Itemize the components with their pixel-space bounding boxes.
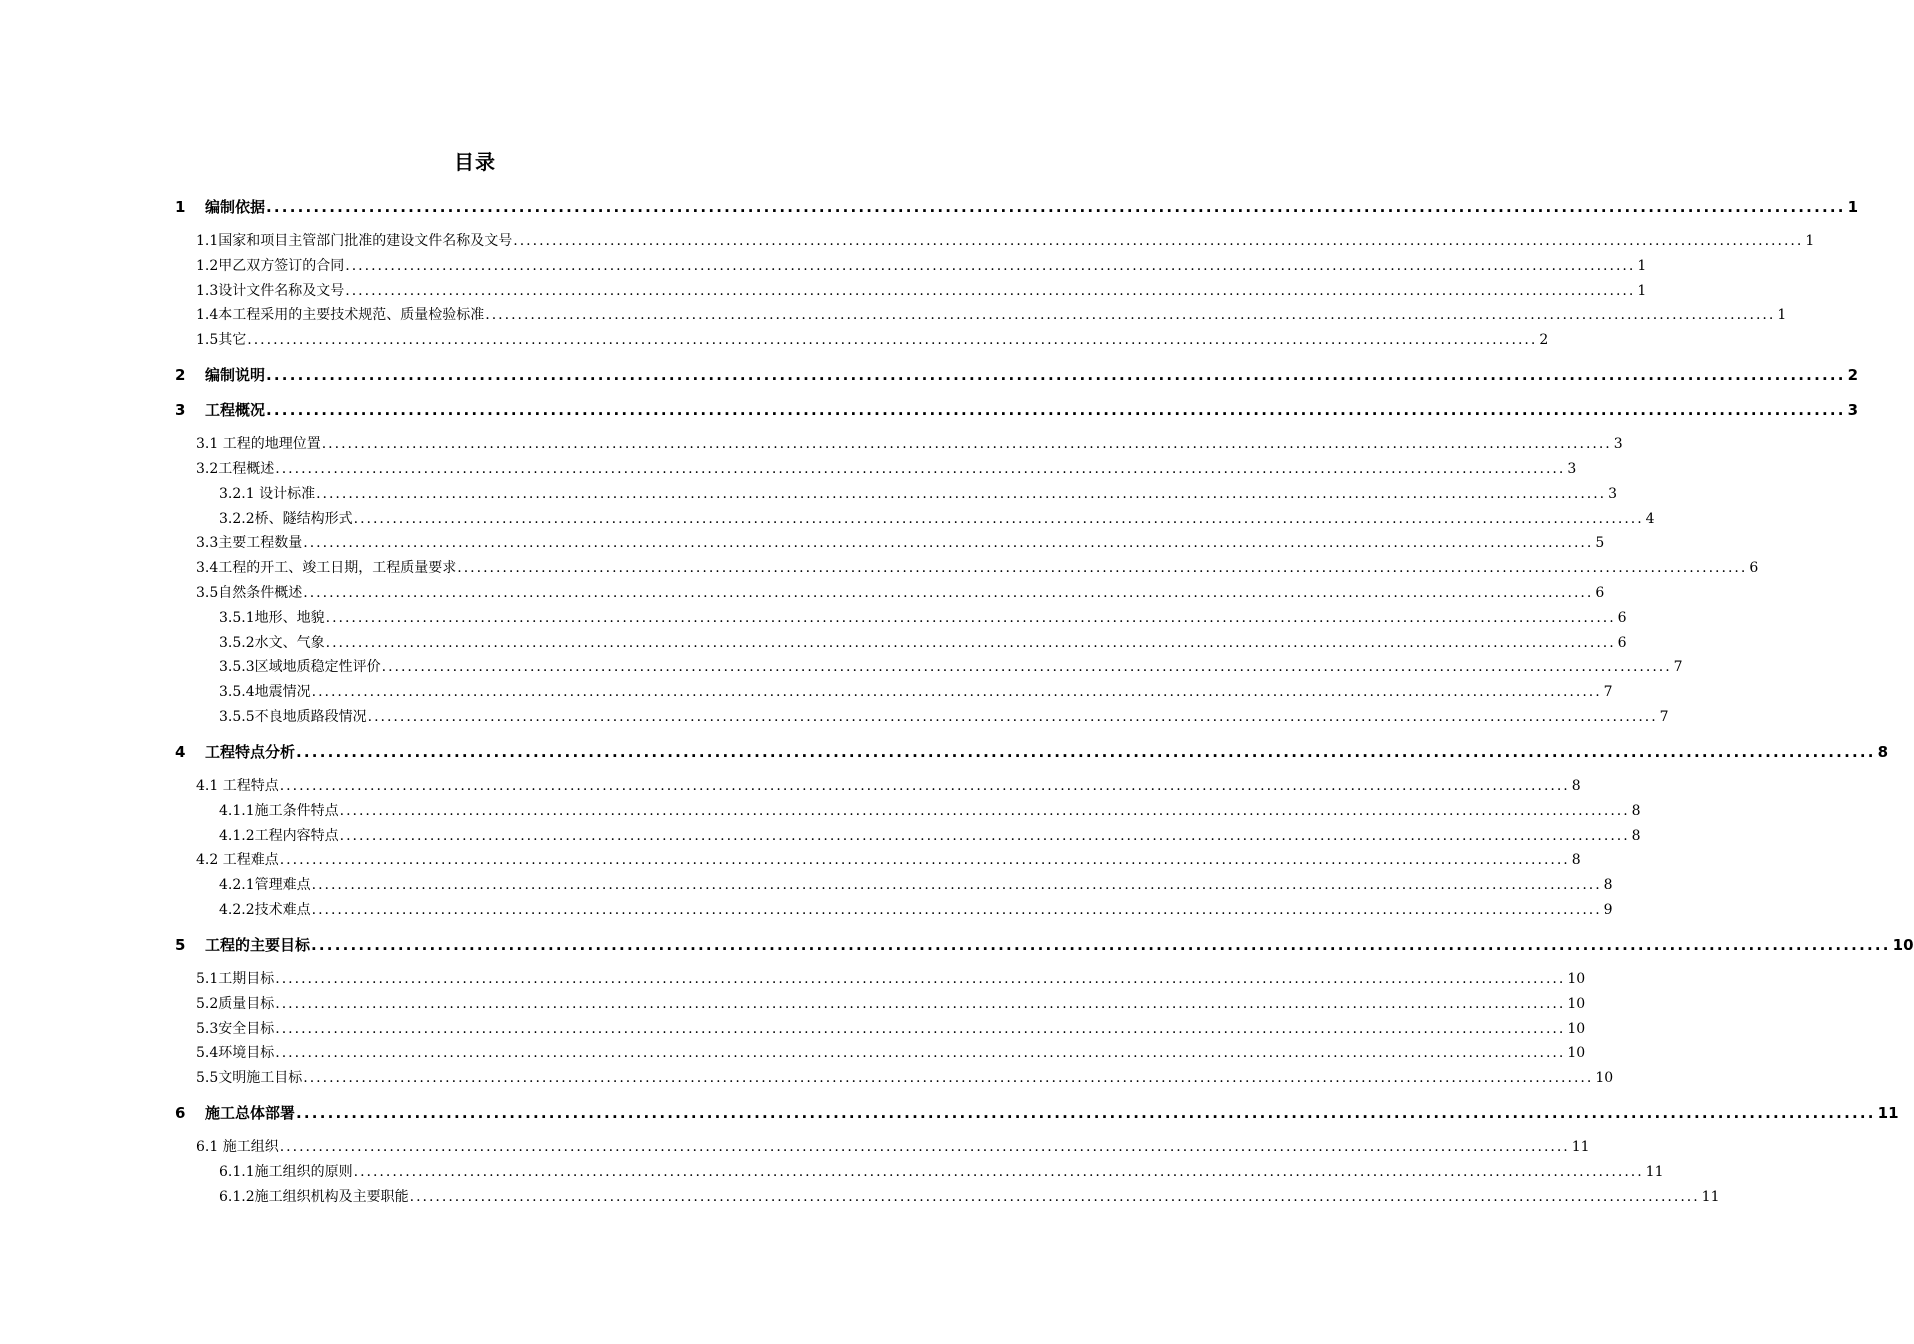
dot-leader: ........................................................................................................................................................................................................ — [339, 803, 1630, 819]
toc-entry-label: 1.5其它 — [196, 332, 247, 348]
toc-entry-text — [196, 993, 274, 1015]
toc-chapter-entry[interactable] — [175, 1102, 1899, 1124]
toc-entry-text — [219, 825, 339, 847]
toc-entry[interactable] — [196, 280, 1647, 302]
toc-entry[interactable] — [219, 899, 1613, 921]
toc-chapter-number: 5 — [175, 936, 186, 954]
toc-entry-label: 4.1 工程特点 — [196, 778, 279, 794]
toc-page-number: 6 — [1595, 585, 1605, 601]
toc-entry-text — [196, 255, 344, 277]
toc-entry-label: 1.4本工程采用的主要技术规范、质量检验标准 — [196, 307, 485, 323]
toc-page-number: 7 — [1659, 709, 1669, 725]
toc-chapter-number: 6 — [175, 1104, 186, 1122]
toc-entry-text — [196, 1136, 279, 1158]
toc-entry[interactable] — [219, 656, 1683, 678]
toc-entry-text — [196, 280, 344, 302]
toc-page-number: 10 — [1892, 936, 1914, 954]
dot-leader: ........................................................................................................................................................................................................ — [279, 1139, 1570, 1155]
dot-leader: ........................................................................................................................................................................................................ — [279, 778, 1570, 794]
toc-title: 目录 — [454, 150, 496, 174]
dot-leader: ........................................................................................................................................................................................................ — [457, 560, 1748, 576]
toc-entry-text — [175, 1102, 295, 1124]
dot-leader: ........................................................................................................................................................................................................ — [266, 198, 1846, 216]
toc-entry-label: 3.3主要工程数量 — [196, 535, 303, 551]
toc-entry-text — [175, 741, 295, 763]
dot-leader: ........................................................................................................................................................................................................ — [321, 436, 1612, 452]
toc-entry[interactable] — [196, 1067, 1614, 1089]
toc-entry[interactable] — [196, 993, 1586, 1015]
toc-entry-text — [219, 706, 367, 728]
dot-leader: ........................................................................................................................................................................................................ — [279, 852, 1570, 868]
dot-leader: ........................................................................................................................................................................................................ — [266, 401, 1846, 419]
toc-entry-label: 6.1.1施工组织的原则 — [219, 1164, 353, 1180]
dot-leader: ........................................................................................................................................................................................................ — [247, 332, 1538, 348]
toc-page-number: 10 — [1567, 1021, 1586, 1037]
toc-entry[interactable] — [196, 458, 1577, 480]
toc-page-number: 3 — [1567, 461, 1577, 477]
toc-page-number: 5 — [1595, 535, 1605, 551]
toc-page-number: 2 — [1539, 332, 1549, 348]
toc-entry-label: 4.2.2技术难点 — [219, 902, 311, 918]
toc-page-number: 3 — [1608, 486, 1618, 502]
toc-entry-text — [175, 196, 265, 218]
toc-entry-label: 3.5.3区域地质稳定性评价 — [219, 659, 381, 675]
toc-entry-label: 工程概况 — [205, 401, 266, 419]
toc-entry-text — [196, 1067, 302, 1089]
toc-entry[interactable] — [196, 329, 1549, 351]
toc-entry[interactable] — [196, 582, 1605, 604]
toc-entry-label: 3.5.1地形、地貌 — [219, 610, 325, 626]
toc-page-number: 3 — [1613, 436, 1623, 452]
toc-page-number: 11 — [1645, 1164, 1664, 1180]
toc-entry-text — [196, 433, 321, 455]
toc-page-number: 3 — [1847, 401, 1859, 419]
toc-page-number: 10 — [1567, 996, 1586, 1012]
toc-entry-text — [219, 607, 325, 629]
dot-leader: ........................................................................................................................................................................................................ — [275, 971, 1566, 987]
toc-page-number: 8 — [1631, 803, 1641, 819]
toc-entry-text — [196, 329, 246, 351]
toc-entry-label: 4.1.1施工条件特点 — [219, 803, 339, 819]
toc-entry-label: 4.2 工程难点 — [196, 852, 279, 868]
dot-leader: ........................................................................................................................................................................................................ — [275, 1021, 1566, 1037]
toc-entry[interactable] — [219, 508, 1655, 530]
toc-entry-label: 5.3安全目标 — [196, 1021, 275, 1037]
toc-page-number: 10 — [1567, 1045, 1586, 1061]
toc-entry-label: 3.5.4地震情况 — [219, 684, 311, 700]
toc-page-number: 6 — [1617, 635, 1627, 651]
dot-leader: ........................................................................................................................................................................................................ — [325, 635, 1616, 651]
toc-entry-text — [196, 230, 512, 252]
toc-entry-label: 施工总体部署 — [205, 1104, 296, 1122]
toc-page-number: 7 — [1603, 684, 1613, 700]
toc-entry-label: 3.2.2桥、隧结构形式 — [219, 511, 353, 527]
toc-entry[interactable] — [196, 849, 1581, 871]
dot-leader: ........................................................................................................................................................................................................ — [275, 996, 1566, 1012]
toc-entry-text — [219, 681, 311, 703]
toc-entry[interactable] — [196, 775, 1581, 797]
toc-entry-label: 3.5.2水文、气象 — [219, 635, 325, 651]
toc-page-number: 8 — [1877, 743, 1889, 761]
toc-entry-label: 工程特点分析 — [205, 743, 296, 761]
toc-entry[interactable] — [219, 800, 1641, 822]
dot-leader: ........................................................................................................................................................................................................ — [311, 902, 1602, 918]
toc-entry-text — [196, 304, 484, 326]
toc-entry-label: 4.1.2工程内容特点 — [219, 828, 339, 844]
toc-entry-text — [219, 656, 381, 678]
toc-page-number: 6 — [1749, 560, 1759, 576]
toc-entry[interactable] — [196, 532, 1605, 554]
toc-entry[interactable] — [196, 304, 1787, 326]
dot-leader: ........................................................................................................................................................................................................ — [303, 1070, 1594, 1086]
toc-chapter-entry[interactable] — [175, 399, 1859, 421]
toc-chapter-number: 2 — [175, 366, 186, 384]
toc-entry-label: 6.1 施工组织 — [196, 1139, 279, 1155]
dot-leader: ........................................................................................................................................................................................................ — [275, 461, 1566, 477]
dot-leader: ........................................................................................................................................................................................................ — [367, 709, 1658, 725]
toc-entry-label: 3.2工程概述 — [196, 461, 275, 477]
dot-leader: ........................................................................................................................................................................................................ — [303, 585, 1594, 601]
toc-entry-text — [219, 874, 311, 896]
toc-entry-text — [196, 532, 302, 554]
dot-leader: ........................................................................................................................................................................................................ — [339, 828, 1630, 844]
toc-page-number: 11 — [1571, 1139, 1590, 1155]
toc-page-number: 2 — [1847, 366, 1859, 384]
toc-page-number: 7 — [1673, 659, 1683, 675]
dot-leader: ........................................................................................................................................................................................................ — [513, 233, 1804, 249]
toc-entry[interactable] — [219, 632, 1627, 654]
toc-entry[interactable] — [219, 706, 1669, 728]
dot-leader: ........................................................................................................................................................................................................ — [353, 1164, 1644, 1180]
toc-page-number: 1 — [1777, 307, 1787, 323]
toc-entry[interactable] — [196, 1136, 1590, 1158]
toc-chapter-entry[interactable] — [175, 196, 1859, 218]
toc-entry-text — [175, 934, 310, 956]
toc-chapter-entry[interactable] — [175, 741, 1889, 763]
toc-entry-label: 3.2.1 设计标准 — [219, 486, 316, 502]
toc-page-number: 10 — [1595, 1070, 1614, 1086]
toc-page-number: 9 — [1603, 902, 1613, 918]
toc-entry-text — [219, 483, 315, 505]
toc-entry-text — [196, 458, 274, 480]
toc-entry-label: 6.1.2施工组织机构及主要职能 — [219, 1189, 409, 1205]
toc-page-number: 1 — [1847, 198, 1859, 216]
toc-entry[interactable] — [196, 433, 1623, 455]
toc-entry-label: 工程的主要目标 — [205, 936, 311, 954]
toc-page-number: 4 — [1645, 511, 1655, 527]
toc-entry[interactable] — [219, 483, 1618, 505]
toc-entry[interactable] — [219, 681, 1613, 703]
toc-entry-text — [219, 800, 339, 822]
toc-entry-text — [196, 968, 274, 990]
toc-entry-label: 1.1国家和项目主管部门批准的建设文件名称及文号 — [196, 233, 513, 249]
toc-entry-text — [175, 399, 265, 421]
toc-entry-label: 3.4工程的开工、竣工日期，工程质量要求 — [196, 560, 457, 576]
toc-entry-label: 5.4环境目标 — [196, 1045, 275, 1061]
toc-page-number: 11 — [1701, 1189, 1720, 1205]
toc-entry-label: 1.2甲乙双方签订的合同 — [196, 258, 345, 274]
toc-entry-label: 编制依据 — [205, 198, 266, 216]
toc-entry-label: 3.5自然条件概述 — [196, 585, 303, 601]
dot-leader: ........................................................................................................................................................................................................ — [311, 877, 1602, 893]
toc-page-number: 10 — [1567, 971, 1586, 987]
toc-page-number: 11 — [1877, 1104, 1899, 1122]
dot-leader: ........................................................................................................................................................................................................ — [409, 1189, 1700, 1205]
toc-entry[interactable] — [196, 1018, 1586, 1040]
toc-entry-text — [219, 508, 353, 530]
toc-entry-text — [196, 1018, 274, 1040]
toc-entry-label: 3.1 工程的地理位置 — [196, 436, 321, 452]
toc-entry[interactable] — [196, 968, 1586, 990]
toc-entry-text — [219, 1161, 353, 1183]
dot-leader: ........................................................................................................................................................................................................ — [296, 743, 1876, 761]
dot-leader: ........................................................................................................................................................................................................ — [353, 511, 1644, 527]
dot-leader: ........................................................................................................................................................................................................ — [275, 1045, 1566, 1061]
toc-entry-text — [196, 1042, 274, 1064]
toc-entry[interactable] — [219, 1161, 1664, 1183]
toc-entry[interactable] — [196, 557, 1759, 579]
toc-entry[interactable] — [219, 607, 1627, 629]
toc-entry-label: 4.2.1管理难点 — [219, 877, 311, 893]
toc-page-number: 1 — [1805, 233, 1815, 249]
toc-entry[interactable] — [219, 1186, 1720, 1208]
toc-entry-text — [219, 632, 325, 654]
toc-entry-text — [219, 1186, 409, 1208]
toc-chapter-entry[interactable] — [175, 364, 1859, 386]
toc-chapter-number: 3 — [175, 401, 186, 419]
toc-entry-label: 1.3设计文件名称及文号 — [196, 283, 345, 299]
toc-entry-text — [196, 849, 279, 871]
toc-entry-text — [175, 364, 265, 386]
dot-leader: ........................................................................................................................................................................................................ — [381, 659, 1672, 675]
dot-leader: ........................................................................................................................................................................................................ — [345, 283, 1636, 299]
dot-leader: ........................................................................................................................................................................................................ — [345, 258, 1636, 274]
toc-entry-label: 编制说明 — [205, 366, 266, 384]
dot-leader: ........................................................................................................................................................................................................ — [325, 610, 1616, 626]
toc-page-number: 6 — [1617, 610, 1627, 626]
toc-page-number: 8 — [1571, 778, 1581, 794]
toc-entry-label: 5.2质量目标 — [196, 996, 275, 1012]
toc-entry[interactable] — [196, 230, 1815, 252]
toc-chapter-number: 1 — [175, 198, 186, 216]
toc-page-number: 8 — [1571, 852, 1581, 868]
toc-page-number: 1 — [1637, 283, 1647, 299]
toc-entry-text — [196, 582, 302, 604]
dot-leader: ........................................................................................................................................................................................................ — [266, 366, 1846, 384]
toc-page-number: 8 — [1603, 877, 1613, 893]
dot-leader: ........................................................................................................................................................................................................ — [485, 307, 1776, 323]
toc-entry-label: 5.1工期目标 — [196, 971, 275, 987]
dot-leader: ........................................................................................................................................................................................................ — [316, 486, 1607, 502]
toc-entry-text — [219, 899, 311, 921]
dot-leader: ........................................................................................................................................................................................................ — [311, 936, 1891, 954]
toc-entry[interactable] — [219, 874, 1613, 896]
toc-entry[interactable] — [196, 255, 1647, 277]
toc-entry-label: 3.5.5不良地质路段情况 — [219, 709, 367, 725]
toc-entry-text — [196, 775, 279, 797]
toc-entry[interactable] — [219, 825, 1641, 847]
dot-leader: ........................................................................................................................................................................................................ — [303, 535, 1594, 551]
toc-chapter-entry[interactable] — [175, 934, 1914, 956]
toc-chapter-number: 4 — [175, 743, 186, 761]
dot-leader: ........................................................................................................................................................................................................ — [311, 684, 1602, 700]
toc-page-number: 1 — [1637, 258, 1647, 274]
toc-entry-label: 5.5文明施工目标 — [196, 1070, 303, 1086]
dot-leader: ........................................................................................................................................................................................................ — [296, 1104, 1876, 1122]
toc-page-number: 8 — [1631, 828, 1641, 844]
toc-entry[interactable] — [196, 1042, 1586, 1064]
toc-entry-text — [196, 557, 456, 579]
